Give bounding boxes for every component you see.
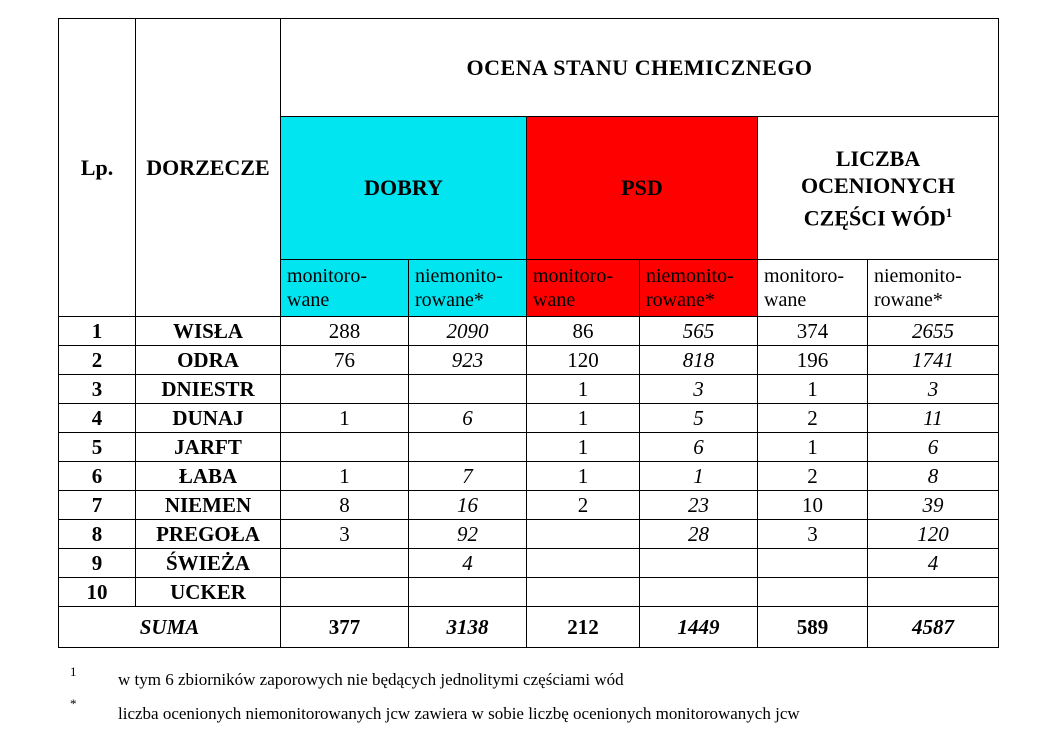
chemical-status-table [58,18,999,648]
header-dorzecze: DORZECZE [136,19,281,317]
cell-psd-mon: 1 [527,404,640,433]
footnote-1-text: w tym 6 zbiorników zaporowych nie będących jednolitymi częściami wód [118,670,624,689]
header-lp: Lp. [59,19,136,317]
cell-name: NIEMEN [136,491,281,520]
table-row [59,549,999,578]
table-row [59,462,999,491]
cell-psd-mon: 1 [527,433,640,462]
cell-psd-niemon: 23 [640,491,758,520]
cell-psd-mon: 120 [527,346,640,375]
subheader-psd-niemonitorowane: niemonito- rowane* [640,260,758,317]
cell-dobry-niemon [409,433,527,462]
subheader-dobry-niemonitorowane: niemonito- rowane* [409,260,527,317]
cell-liczba-niemon: 8 [868,462,999,491]
cell-liczba-mon [758,549,868,578]
cell-psd-mon [527,520,640,549]
cell-dobry-mon: 1 [281,462,409,491]
header-liczba-line2: OCENIONYCH [801,172,956,198]
footnote-2-mark: * [70,696,77,711]
sum-psd-mon: 212 [527,607,640,648]
cell-psd-niemon: 818 [640,346,758,375]
cell-dobry-niemon [409,578,527,607]
cell-dobry-mon: 76 [281,346,409,375]
cell-psd-mon: 2 [527,491,640,520]
cell-psd-niemon: 3 [640,375,758,404]
table-row [59,491,999,520]
subheader-liczba-niemonitorowane: niemonito- rowane* [868,260,999,317]
sum-liczba-niemon: 4587 [868,607,999,648]
cell-liczba-mon: 1 [758,375,868,404]
sum-dobry-mon: 377 [281,607,409,648]
subheader-psd-monitorowane: monitoro- wane [527,260,640,317]
cell-dobry-mon [281,578,409,607]
cell-dobry-mon [281,375,409,404]
header-dobry: DOBRY [281,117,527,260]
cell-psd-niemon: 1 [640,462,758,491]
subheader-dobry-monitorowane: monitoro- wane [281,260,409,317]
cell-liczba-mon: 196 [758,346,868,375]
cell-lp: 10 [59,578,136,607]
cell-psd-niemon: 6 [640,433,758,462]
cell-name: JARFT [136,433,281,462]
cell-dobry-niemon: 6 [409,404,527,433]
cell-psd-mon [527,549,640,578]
cell-dobry-niemon [409,375,527,404]
cell-dobry-mon: 288 [281,317,409,346]
cell-psd-niemon [640,578,758,607]
cell-dobry-mon: 8 [281,491,409,520]
cell-liczba-mon: 3 [758,520,868,549]
cell-lp: 2 [59,346,136,375]
cell-dobry-niemon: 7 [409,462,527,491]
table-row [59,578,999,607]
header-psd: PSD [527,117,758,260]
cell-dobry-niemon: 16 [409,491,527,520]
cell-liczba-niemon [868,578,999,607]
header-liczba [758,117,999,260]
cell-name: ODRA [136,346,281,375]
table-row [59,317,999,346]
cell-dobry-mon: 1 [281,404,409,433]
cell-name: PREGOŁA [136,520,281,549]
table-row [59,520,999,549]
cell-dobry-mon [281,433,409,462]
subheader-liczba-monitorowane: monitoro- wane [758,260,868,317]
cell-liczba-niemon: 2655 [868,317,999,346]
cell-dobry-niemon: 92 [409,520,527,549]
sum-row [59,607,999,648]
cell-liczba-mon [758,578,868,607]
cell-name: WISŁA [136,317,281,346]
sum-label: SUMA [59,607,281,648]
cell-lp: 7 [59,491,136,520]
cell-name: ŁABA [136,462,281,491]
cell-name: DNIESTR [136,375,281,404]
cell-liczba-mon: 10 [758,491,868,520]
cell-lp: 9 [59,549,136,578]
cell-dobry-niemon: 2090 [409,317,527,346]
cell-dobry-niemon: 923 [409,346,527,375]
cell-lp: 1 [59,317,136,346]
cell-psd-mon [527,578,640,607]
sum-dobry-niemon: 3138 [409,607,527,648]
cell-liczba-niemon: 39 [868,491,999,520]
cell-dobry-niemon: 4 [409,549,527,578]
cell-lp: 3 [59,375,136,404]
cell-liczba-mon: 2 [758,404,868,433]
cell-dobry-mon [281,549,409,578]
cell-psd-niemon: 5 [640,404,758,433]
cell-dobry-mon: 3 [281,520,409,549]
cell-liczba-niemon: 120 [868,520,999,549]
cell-name: UCKER [136,578,281,607]
cell-psd-niemon: 565 [640,317,758,346]
cell-lp: 6 [59,462,136,491]
header-title: OCENA STANU CHEMICZNEGO [281,19,999,117]
cell-lp: 4 [59,404,136,433]
footnote-2-text: liczba ocenionych niemonitorowanych jcw zawiera w sobie liczbę ocenionych monitorowanych jcw [118,704,800,723]
cell-name: DUNAJ [136,404,281,433]
footnote-1-mark: 1 [70,664,77,679]
cell-name: ŚWIEŻA [136,549,281,578]
cell-liczba-niemon: 6 [868,433,999,462]
table-row [59,346,999,375]
cell-liczba-niemon: 3 [868,375,999,404]
cell-liczba-niemon: 11 [868,404,999,433]
cell-lp: 8 [59,520,136,549]
table-row [59,404,999,433]
table-row [59,375,999,404]
header-liczba-line1: LICZBA [835,145,921,171]
cell-psd-mon: 86 [527,317,640,346]
cell-psd-niemon: 28 [640,520,758,549]
sum-liczba-mon: 589 [758,607,868,648]
cell-liczba-niemon: 4 [868,549,999,578]
cell-psd-mon: 1 [527,462,640,491]
sum-psd-niemon: 1449 [640,607,758,648]
cell-psd-mon: 1 [527,375,640,404]
cell-liczba-niemon: 1741 [868,346,999,375]
header-liczba-line3: CZĘŚCI WÓD [803,205,946,231]
footnote-ref-1: 1 [945,204,953,220]
cell-liczba-mon: 1 [758,433,868,462]
cell-liczba-mon: 2 [758,462,868,491]
cell-psd-niemon [640,549,758,578]
table-row [59,433,999,462]
cell-liczba-mon: 374 [758,317,868,346]
cell-lp: 5 [59,433,136,462]
